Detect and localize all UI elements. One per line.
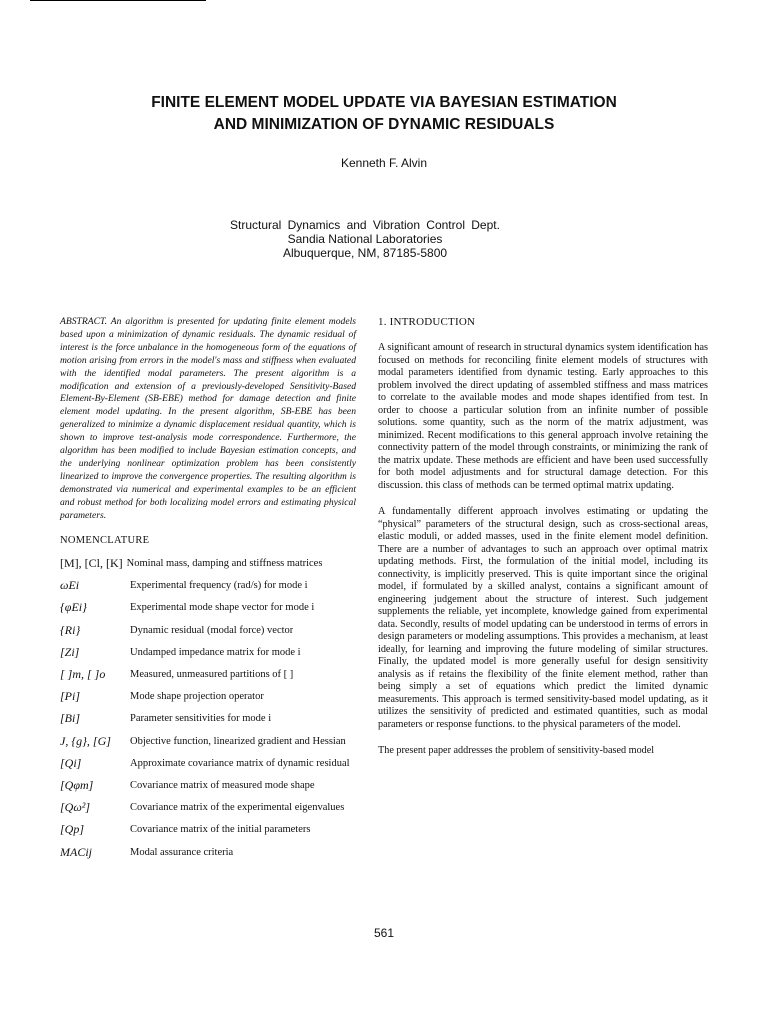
intro-paragraph: The present paper addresses the problem of sensitivity-based model xyxy=(378,745,655,756)
dept-word: Vibration xyxy=(372,218,421,232)
affiliation xyxy=(230,218,500,260)
page-number: 561 xyxy=(373,926,395,940)
header-rule xyxy=(30,0,206,1)
section-heading-introduction: 1. INTRODUCTION xyxy=(378,316,476,328)
title-line-1: FINITE ELEMENT MODEL UPDATE VIA BAYESIAN ESTIMATION xyxy=(151,94,617,111)
intro-paragraph: A fundamentally different approach involves estimating or updating the “physical” parameters of the structural design, such as cross-sectional areas, elastic moduli, or added masses, used in the finite element model definition. There are a number of advantages to such an approach over optimal matrix updating methods. First, the formulation of the initial model, including its connectivity, is implicitly preserved. This is quite important since the original model, if formulated by a skilled analyst, contains a significant amount of engineering judgement about the structure of interest. Such judgement supplements the reliable, yet incomplete, knowledge gained from experimental data. Secondly, results of model updating can be understood in terms of errors in design parameters or modeling assumptions. This provides a mechanism, at least ideally, for learning and improving the future modeling of similar structures. Finally, the updated model is more generally useful for design sensitivity analysis as if retains the flexibility of the finite element method, rather than being simply a set of equations which predict the limited dynamic measurements. This approach is termed sensitivity-based model updating, as it utilizes the sensitivity of predicted and estimated quantities, such as modal parameters or response functions. to the physical parameters of the model. xyxy=(378,506,708,730)
nomenclature-symbol: {φEi} xyxy=(60,600,87,615)
nomenclature-symbol: [Qω²] xyxy=(60,800,91,815)
nomenclature-definition: Modal assurance criteria xyxy=(130,846,234,858)
nomenclature-row xyxy=(60,663,356,685)
nomenclature-definition: Nominal mass, damping and stiffness matrices xyxy=(126,558,323,570)
nomenclature-definition: Approximate covariance matrix of dynamic residual xyxy=(130,757,350,769)
dept-word: Structural xyxy=(230,218,282,232)
nomenclature-row xyxy=(60,575,356,597)
affiliation-department xyxy=(230,218,500,232)
author-name: Kenneth F. Alvin xyxy=(340,156,428,170)
nomenclature-row xyxy=(60,730,356,752)
nomenclature-symbol: [M], [Cl, [K] xyxy=(60,556,123,571)
abstract: ABSTRACT. An algorithm is presented for updating finite element models based upon a minimization of dynamic residuals. The dynamic residual of interest is the force unbalance in the homogeneous form of the equations of motion arising from errors in the model's mass and stiffness when evaluated with the identified modal parameters. The present algorithm is a modification and extension of a previously-developed Sensitivity-Based Element-By-Element (SB-EBE) method for damage detection and finite element model updating. In the present algorithm, SB-EBE has been generalized to minimize a dynamic displacement residual quantity, which is shown to improve test-analysis mode correspondence. Furthermore, the algorithm has been modified to include Bayesian estimation concepts, and the underlying nonlinear optimization problem has been consistently linearized to improve the convergence properties. The resulting algorithm is demonstrated via numerical and experimental examples to be an efficient and robust method for both localizing model errors and estimating physical parameters. xyxy=(60,316,356,521)
nomenclature-definition: Dynamic residual (modal force) vector xyxy=(130,624,294,636)
intro-paragraph: A significant amount of research in structural dynamics system identification has focused on methods for reconciling finite element models of structures with modal parameters identified from dynamic testing. Early approaches to this problem involved the direct updating of assembled stiffness and mass matrices to correlate to the available modes and mode shapes identified from test. In order to choose a particular solution from an infinite number of possible solutions. some quantity, such as the norm of the matrix adjustment, was minimized. Recent modifications to this general approach involve retaining the connectivity pattern of the model through constraints, or minimizing the rank of the matrix update. These methods are efficient and have been used successfully for both model adjustments and for structural damage detection. For this discussion. this class of methods can be termed optimal matrix updating. xyxy=(378,342,708,491)
nomenclature-definition: Objective function, linearized gradient and Hessian xyxy=(130,735,346,747)
nomenclature-definition: Parameter sensitivities for mode i xyxy=(130,713,272,725)
affiliation-organization: Sandia National Laboratories xyxy=(287,232,443,246)
right-column xyxy=(378,316,708,758)
nomenclature-symbol: J, {g}, [G] xyxy=(60,733,111,748)
nomenclature-row xyxy=(60,686,356,708)
nomenclature-symbol: {Ri} xyxy=(60,622,81,637)
nomenclature-row xyxy=(60,841,356,863)
nomenclature-table xyxy=(60,553,356,864)
nomenclature-symbol: MACij xyxy=(60,844,92,859)
title-line-2: AND MINIMIZATION OF DYNAMIC RESIDUALS xyxy=(213,116,555,133)
nomenclature-definition: Measured, unmeasured partitions of [ ] xyxy=(130,669,294,681)
nomenclature-row xyxy=(60,619,356,641)
affiliation-address: Albuquerque, NM, 87185-5800 xyxy=(282,246,448,260)
nomenclature-symbol: [Pi] xyxy=(60,689,81,704)
nomenclature-symbol: [Qp] xyxy=(60,822,85,837)
nomenclature-symbol: [Qφm] xyxy=(60,777,94,792)
nomenclature-symbol: [Bi] xyxy=(60,711,81,726)
dept-word: Dynamics xyxy=(287,218,341,232)
nomenclature-symbol: ωEi xyxy=(60,578,80,593)
nomenclature-heading: NOMENCLATURE xyxy=(60,534,150,546)
nomenclature-definition: Covariance matrix of the experimental eigenvalues xyxy=(130,802,345,814)
nomenclature-definition: Undamped impedance matrix for mode i xyxy=(130,646,301,658)
dept-word: Dept. xyxy=(471,218,500,232)
nomenclature-row xyxy=(60,752,356,774)
paper-title xyxy=(60,92,708,136)
nomenclature-row xyxy=(60,708,356,730)
nomenclature-symbol: [Qi] xyxy=(60,755,82,770)
nomenclature-definition: Experimental mode shape vector for mode i xyxy=(130,602,315,614)
nomenclature-symbol: [Zi] xyxy=(60,644,80,659)
nomenclature-definition: Mode shape projection operator xyxy=(130,691,264,703)
nomenclature-definition: Covariance matrix of the initial parameters xyxy=(130,824,311,836)
nomenclature-row xyxy=(60,774,356,796)
nomenclature-definition: Experimental frequency (rad/s) for mode i xyxy=(130,580,308,592)
dept-word: and xyxy=(346,218,367,232)
dept-word: Control xyxy=(426,218,465,232)
left-column xyxy=(60,316,356,863)
nomenclature-row xyxy=(60,641,356,663)
nomenclature-definition: Covariance matrix of measured mode shape xyxy=(130,779,315,791)
nomenclature-row xyxy=(60,819,356,841)
nomenclature-row xyxy=(60,553,356,575)
nomenclature-row xyxy=(60,597,356,619)
nomenclature-symbol: [ ]m, [ ]o xyxy=(60,667,106,682)
nomenclature-row xyxy=(60,797,356,819)
